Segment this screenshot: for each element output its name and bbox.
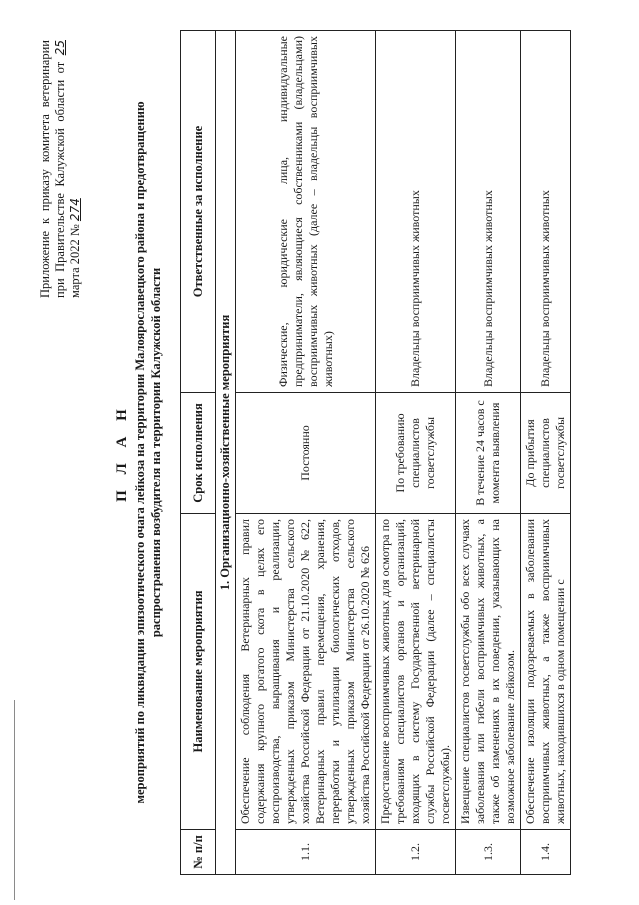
table-header-row — [181, 31, 216, 875]
row-name: Извещение специалистов госветслужбы обо всех случаях заболевания или гибели восприимчивых животных, а также об изменениях в их поведении, указывающих на возможное заболевание лейкозом. — [456, 514, 521, 830]
table-row — [236, 31, 376, 875]
document-heading — [112, 60, 164, 845]
row-num: 1.3. — [456, 830, 521, 875]
row-resp: Владельцы восприимчивых животных — [456, 31, 521, 393]
handwritten-date-day: 25 — [53, 40, 67, 56]
row-term: В течение 24 часов с момента выявления — [456, 393, 521, 514]
row-resp: Владельцы восприимчивых животных — [521, 31, 571, 393]
row-name: Обеспечение соблюдения Ветеринарных правил содержания крупного рогатого скота в целях его воспроизводства, выращивания и реализации, утвержденных приказом Министерства сельского хозяйства Российской Федерации от 21.10.2020 № 622, Ветеринарных правил перемещения, хранения, переработки и утилизации биологических отходов, утвержденных приказом Министерства сельского хозяйства Российской Федерации от 26.10.2020 № 626 — [236, 514, 376, 830]
row-resp: Владельцы восприимчивых животных — [376, 31, 456, 393]
table-row — [376, 31, 456, 875]
table-row — [456, 31, 521, 875]
plan-table — [180, 30, 571, 875]
appendix-note — [38, 40, 83, 298]
row-num: 1.2. — [376, 830, 456, 875]
row-term: Постоянно — [236, 393, 376, 514]
row-num: 1.4. — [521, 830, 571, 875]
appendix-date-rest: марта 2022 № — [68, 224, 82, 298]
row-resp: Физические, юридические лица, индивидуальные предприниматели, являющиеся собственниками (владельцами) восприимчивых животных (далее – владельцы восприимчивых животных) — [236, 31, 376, 393]
header-term: Срок исполнения — [181, 393, 216, 514]
handwritten-order-number: 274 — [68, 198, 82, 222]
row-num: 1.1. — [236, 830, 376, 875]
row-term: По требованию специалистов госветслужбы — [376, 393, 456, 514]
section-row — [216, 31, 236, 875]
document-subtitle: мероприятий по ликвидации эпизоотического очага лейкоза на территории Малоярославецкого района и предотвращению распространения возбудителя на территории Калужской области — [133, 101, 163, 804]
row-term: До прибытия специалистов госветслужбы — [521, 393, 571, 514]
document-title: П Л А Н — [114, 403, 130, 502]
table-row — [521, 31, 571, 875]
section-title: 1. Организационно-хозяйственные мероприятия — [216, 31, 236, 875]
header-name: Наименование мероприятия — [181, 514, 216, 830]
header-resp: Ответственные за исполнение — [181, 31, 216, 393]
header-num: № п/п — [181, 830, 216, 875]
row-name: Обеспечение изоляции подозреваемых в заболевании восприимчивых животных, а также восприимчивых животных, находившихся в одном помещении с — [521, 514, 571, 830]
appendix-text: Приложение к приказу комитета ветеринарии при Правительстве Калужской области от — [38, 40, 67, 298]
row-name: Предоставление восприимчивых животных для осмотра по требованиям специалистов органов и организаций, входящих в систему Государственной ветеринарной службы Российской Федерации (далее – специалисты госветслужбы). — [376, 514, 456, 830]
